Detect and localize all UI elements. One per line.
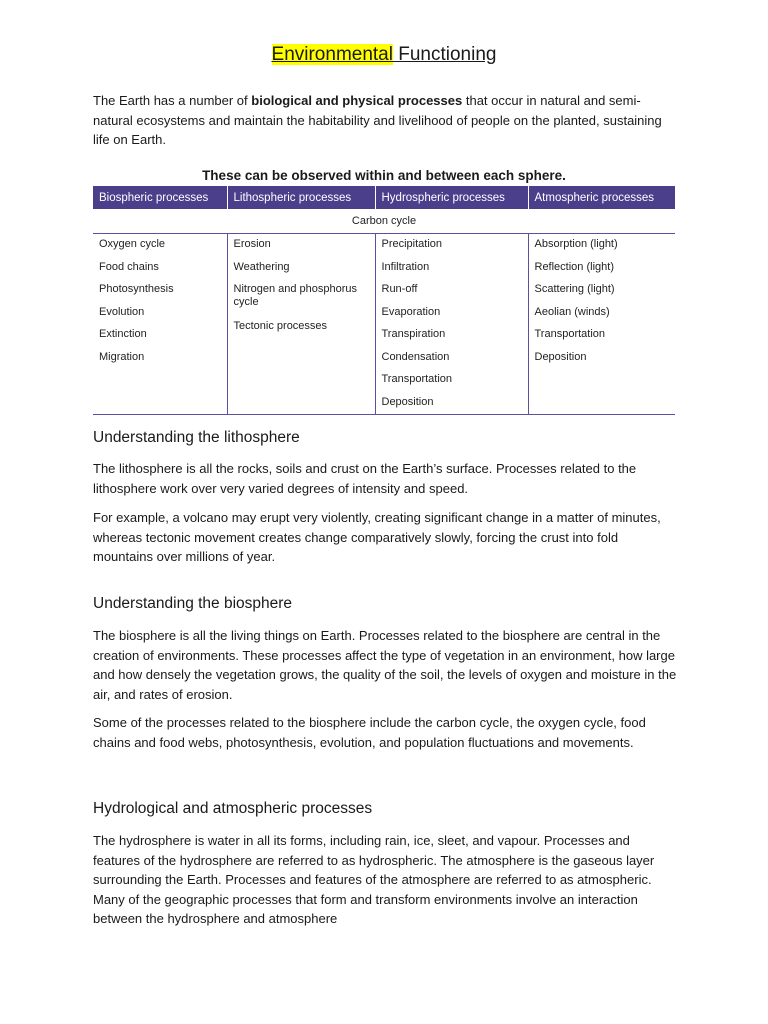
table-cell: Precipitation: [381, 238, 443, 250]
table-cell: Run-off: [381, 283, 418, 295]
processes-row: [93, 234, 675, 415]
lithospheric-column: [227, 234, 375, 415]
table-cell: Tectonic processes: [233, 320, 328, 332]
table-cell: Condensation: [381, 350, 450, 363]
intro-text-start: The Earth has a number of: [93, 93, 252, 108]
atmospheric-column: [528, 234, 675, 415]
title-rest: Functioning: [392, 44, 497, 65]
lithosphere-paragraph-2: For example, a volcano may erupt very violently, creating significant change in a matter of minutes, whereas tectonic movement creates change comparatively slowly, forcing the crust into fold mountains over millions of year.: [93, 510, 661, 564]
intro-paragraph: [93, 91, 678, 150]
table-cell: Migration: [99, 350, 145, 363]
table-cell: Transportation: [381, 373, 453, 385]
biosphere-paragraph-2: Some of the processes related to the biosphere include the carbon cycle, the oxygen cycle, food chains and food webs, photosynthesis, evolution, and population fluctuations and movements.: [93, 715, 646, 750]
table-cell: Weathering: [233, 260, 290, 273]
table-cell: Absorption (light): [534, 238, 618, 250]
intro-text-end: that occur in natural and semi-natural ecosystems and maintain the habitability and livelihood of people on the planted, sustaining life on Earth.: [93, 93, 662, 147]
header-atmospheric: Atmospheric processes: [528, 186, 675, 209]
table-cell: Transpiration: [381, 328, 446, 340]
table-cell: Infiltration: [381, 260, 430, 273]
table-cell: Transportation: [534, 328, 606, 340]
lithosphere-paragraph-1: The lithosphere is all the rocks, soils and crust on the Earth’s surface. Processes related to the lithosphere work over very varied degrees of intensity and speed.: [93, 461, 637, 496]
table-header-row: [93, 186, 675, 209]
processes-table: [93, 186, 675, 415]
carbon-cycle-cell: Carbon cycle: [93, 209, 675, 234]
title-highlighted-word: Environmental: [271, 44, 393, 65]
table-cell: Aeolian (winds): [534, 305, 610, 318]
biospheric-column: [93, 234, 227, 415]
table-cell: Scattering (light): [534, 283, 615, 295]
header-lithospheric: Lithospheric processes: [227, 186, 375, 209]
carbon-cycle-row: [93, 209, 675, 234]
hydro-atmo-paragraph: The hydrosphere is water in all its forms, including rain, ice, sleet, and vapour. Processes and features of the hydrosphere are referred to as hydrospheric. The atmosphere is the gaseous layer surrounding the Earth. Processes and features of the atmosphere are referred to as atmospheric. Many of the geographic processes that form and transform environments involve an interaction between the hydrosphere and atmosphere: [93, 833, 655, 926]
table-cell: Erosion: [233, 238, 271, 250]
lithosphere-heading: Understanding the lithosphere: [93, 429, 300, 446]
table-cell: Nitrogen and phosphorus cycle: [233, 283, 358, 308]
hydrospheric-column: [375, 234, 528, 415]
table-cell: Food chains: [99, 260, 159, 273]
table-cell: Photosynthesis: [99, 283, 174, 295]
header-hydrospheric: Hydrospheric processes: [375, 186, 528, 209]
table-cell: Deposition: [381, 395, 434, 408]
table-cell: Oxygen cycle: [99, 238, 166, 250]
biosphere-paragraph-1: The biosphere is all the living things on Earth. Processes related to the biosphere are central in the creation of environments. These processes affect the type of vegetation in an environment, how large and how densely the vegetation grows, the quality of the soil, the levels of oxygen and moisture in the air, and rates of erosion.: [93, 628, 677, 702]
table-cell: Evolution: [99, 305, 145, 318]
table-cell: Deposition: [534, 350, 587, 363]
intro-bold-phrase: biological and physical processes: [251, 93, 463, 108]
hydro-atmo-heading: Hydrological and atmospheric processes: [93, 800, 373, 817]
table-caption: These can be observed within and between each sphere.: [202, 168, 566, 183]
table-cell: Evaporation: [381, 305, 441, 318]
biosphere-heading: Understanding the biosphere: [93, 595, 293, 612]
header-biospheric: Biospheric processes: [93, 186, 227, 209]
page-title: [0, 44, 768, 66]
table-cell: Extinction: [99, 328, 147, 340]
table-cell: Reflection (light): [534, 260, 614, 273]
